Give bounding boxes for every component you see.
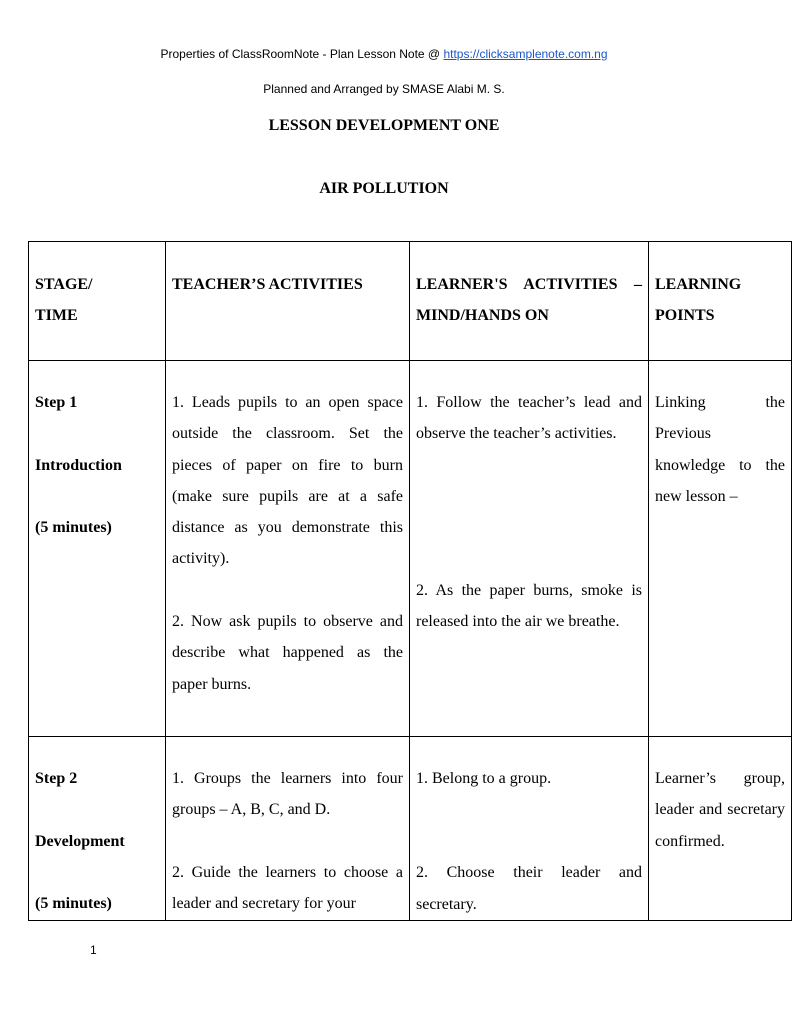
stage-step: Step 2 — [35, 770, 78, 787]
teacher-activity-text: 2. Guide the learners to choose a leader and secretary for your — [172, 863, 403, 913]
stage-cell — [29, 361, 166, 737]
header-learner-label: LEARNER'S ACTIVITIES – MIND/HANDS ON — [416, 276, 642, 325]
stage-name: Introduction — [35, 456, 122, 474]
lesson-topic: AIR POLLUTION — [319, 180, 449, 197]
stage-cell — [29, 737, 166, 921]
table-row — [29, 737, 792, 921]
source-link[interactable]: https://clicksamplenote.com.ng — [443, 47, 608, 61]
learner-activity-text: 1. Belong to a group. — [416, 770, 552, 787]
header-stage-label: STAGE/ — [35, 276, 93, 293]
learner-activity-text: 2. Choose their leader and secretary. — [416, 864, 642, 913]
stage-step: Step 1 — [35, 394, 78, 411]
learner-activity-cell — [410, 737, 649, 921]
teacher-activity-text: 1. Groups the learners into four groups – A, B, C, and D. — [172, 770, 403, 819]
header-time-label: TIME — [35, 307, 78, 325]
page-number: 1 — [90, 943, 97, 957]
source-line — [0, 47, 768, 61]
header-teacher-cell — [166, 242, 410, 361]
source-text: Properties of ClassRoomNote - Plan Lesson Note @ — [160, 47, 444, 61]
learner-activity-cell — [410, 361, 649, 737]
stage-name: Development — [35, 832, 125, 850]
header-learner-cell — [410, 242, 649, 361]
teacher-activity-cell — [166, 737, 410, 921]
header-stage-cell — [29, 242, 166, 361]
stage-duration: (5 minutes) — [35, 519, 112, 537]
learning-points-cell — [649, 737, 792, 921]
author-line: Planned and Arranged by SMASE Alabi M. S. — [263, 82, 505, 96]
learning-points-text: Linking the Previous knowledge to the new lesson – — [655, 394, 785, 505]
lesson-title: LESSON DEVELOPMENT ONE — [268, 117, 500, 134]
teacher-activity-text: 2. Now ask pupils to observe and describe what happened as the paper burns. — [172, 613, 403, 693]
learner-activity-text: 1. Follow the teacher’s lead and observe the teacher’s activities. — [416, 394, 642, 443]
teacher-activity-text: 1. Leads pupils to an open space outside the classroom. Set the pieces of paper on fire to burn (make sure pupils are at a safe distance as you demonstrate this activity). — [172, 394, 403, 568]
header-points-label: LEARNING POINTS — [655, 276, 742, 325]
table-row — [29, 361, 792, 737]
learning-points-cell — [649, 361, 792, 737]
header-teacher-label: TEACHER’S ACTIVITIES — [172, 276, 363, 293]
learning-points-text: Learner’s group, leader and secretary confirmed. — [655, 770, 785, 850]
teacher-activity-cell — [166, 361, 410, 737]
table-header-row — [29, 242, 792, 361]
header-points-cell — [649, 242, 792, 361]
stage-duration: (5 minutes) — [35, 895, 112, 913]
learner-activity-text: 2. As the paper burns, smoke is released into the air we breathe. — [416, 581, 642, 630]
lesson-plan-table — [28, 241, 792, 921]
